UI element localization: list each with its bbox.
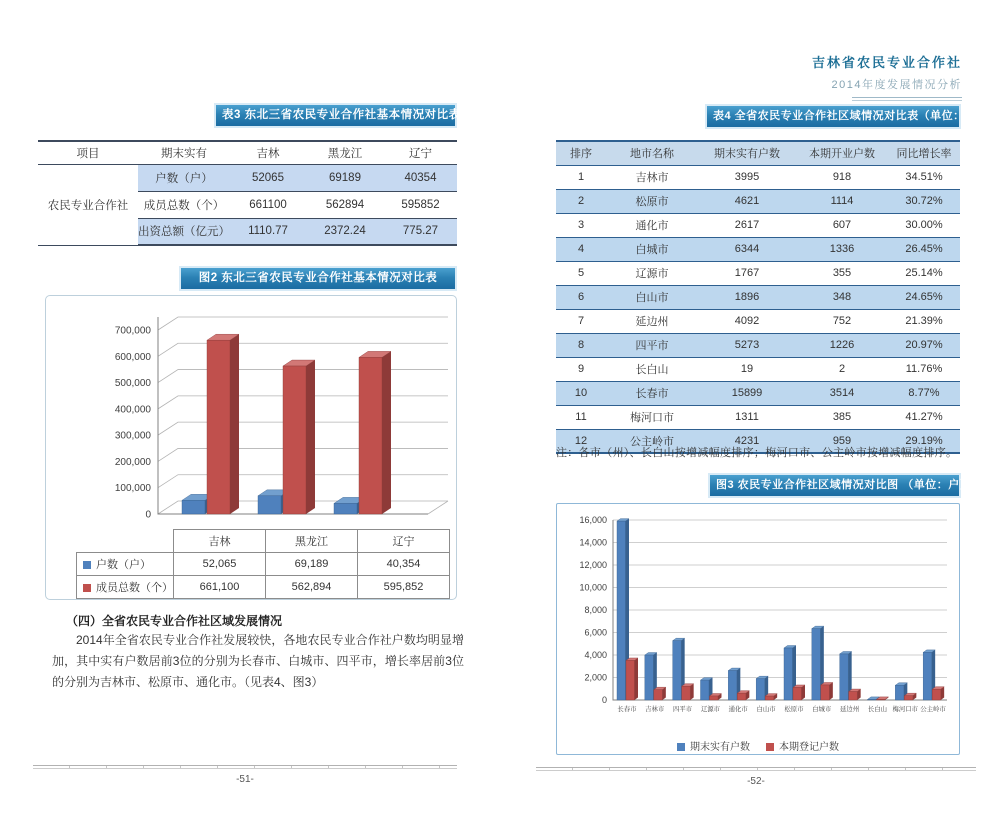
bar-front-face <box>932 689 941 700</box>
bar-front-face <box>654 690 663 700</box>
legend-swatch <box>677 743 685 751</box>
x-tick-label: 吉林市 <box>645 706 665 713</box>
doc-header-rule <box>852 97 962 101</box>
table-cell: 385 <box>796 405 888 429</box>
table-cell: 661100 <box>230 191 306 218</box>
table-row <box>556 285 960 309</box>
table-cell: 15899 <box>698 381 796 405</box>
bar-front-face <box>793 687 802 700</box>
bar-front-face <box>626 660 635 700</box>
y-tick-label: 600,000 <box>114 351 151 363</box>
table-cell: 595,852 <box>358 576 450 599</box>
table-cell: 10 <box>556 381 606 405</box>
bar-front-face <box>840 654 849 700</box>
table-cell: 1336 <box>796 237 888 261</box>
bar-front-face <box>728 671 737 700</box>
bar-front-face <box>821 685 830 700</box>
chart2-plot <box>46 296 456 524</box>
chart3-caption-text: 图3 农民专业合作社区域情况对比图 （单位：户） <box>710 475 959 496</box>
table-cell: 25.14% <box>888 261 960 285</box>
table-cell: 11.76% <box>888 357 960 381</box>
table-cell: 成员总数（个） <box>138 191 230 218</box>
bar-front-face <box>756 679 765 700</box>
table-row <box>77 553 450 576</box>
x-tick-label: 长白山 <box>867 706 888 713</box>
table-cell: 562894 <box>306 191 384 218</box>
table-cell: 30.72% <box>888 189 960 213</box>
bar-front-face <box>895 685 904 700</box>
table3 <box>38 140 457 246</box>
table-cell: 1767 <box>698 261 796 285</box>
table-row <box>38 164 457 191</box>
table-cell: 69189 <box>306 164 384 191</box>
bar-front-face <box>784 648 793 700</box>
table-cell: 607 <box>796 213 888 237</box>
table-cell: 地市名称 <box>606 141 698 165</box>
doc-title: 吉林省农民专业合作社 <box>811 55 962 70</box>
table-cell: 白山市 <box>606 285 698 309</box>
table-row <box>556 381 960 405</box>
table3-caption-text: 表3 东北三省农民专业合作社基本情况对比表 <box>216 105 455 126</box>
table-cell: 5273 <box>698 333 796 357</box>
table-cell: 9 <box>556 357 606 381</box>
body-paragraph: 2014年全省农民专业合作社发展较快，各地农民专业合作社户数均明显增加，其中实有户数居前3位的分别为长春市、白城市、四平市，增长率居前3位的分别为吉林市、松原市、通化市。（见表4、图3） <box>52 633 464 689</box>
table-cell: 户数（户） <box>138 164 230 191</box>
bar-side-face <box>690 684 694 700</box>
x-tick-label: 公主岭市 <box>920 706 946 713</box>
chart2-caption <box>179 266 457 291</box>
bar-front-face <box>283 366 306 514</box>
table-row <box>556 261 960 285</box>
bar-side-face <box>230 334 239 514</box>
bar-front-face <box>701 680 710 700</box>
x-tick-label: 辽源市 <box>700 706 721 713</box>
y-tick-label: 16,000 <box>579 515 607 525</box>
y-tick-label: 700,000 <box>114 325 151 337</box>
bar-front-face <box>868 699 877 700</box>
footer-rule-right <box>536 767 976 771</box>
table-cell: 通化市 <box>606 213 698 237</box>
chart2 <box>45 295 457 600</box>
table-cell: 排序 <box>556 141 606 165</box>
table-cell: 1311 <box>698 405 796 429</box>
table-cell: 3995 <box>698 165 796 189</box>
table-cell: 24.65% <box>888 285 960 309</box>
table-cell: 40354 <box>384 164 457 191</box>
table-cell: 梅河口市 <box>606 405 698 429</box>
table-cell: 2617 <box>698 213 796 237</box>
table-cell: 长白山 <box>606 357 698 381</box>
bar-front-face <box>617 521 626 700</box>
table-cell: 期末实有 <box>138 141 230 164</box>
bar-front-face <box>182 500 205 514</box>
table-row <box>556 357 960 381</box>
table-cell: 52,065 <box>174 553 266 576</box>
table-cell: 黑龙江 <box>306 141 384 164</box>
table-cell: 3514 <box>796 381 888 405</box>
table-cell: 延边州 <box>606 309 698 333</box>
table-cell: 吉林 <box>230 141 306 164</box>
table4-note: 注：各市（州）、长白山按增减幅度排序；梅河口市、公主岭市按增减幅度排序。 <box>556 447 958 459</box>
x-tick-label: 白城市 <box>812 706 832 713</box>
table-cell: 6 <box>556 285 606 309</box>
bar-side-face <box>635 658 639 700</box>
gridline <box>158 343 448 356</box>
table-cell: 21.39% <box>888 309 960 333</box>
section-heading: （四）全省农民专业合作社区域发展情况 <box>66 614 283 628</box>
floor-edge <box>428 501 448 514</box>
table-cell: 5 <box>556 261 606 285</box>
table-cell: 农民专业合作社 <box>38 164 138 245</box>
table-cell: 3 <box>556 213 606 237</box>
table-cell: 4231 <box>698 429 796 453</box>
legend-item: 本期登记户数 <box>766 742 839 753</box>
bar-front-face <box>904 696 913 700</box>
chart2-caption-text: 图2 东北三省农民专业合作社基本情况对比表 <box>181 268 455 289</box>
x-tick-label: 延边州 <box>839 706 860 713</box>
table-cell: 11 <box>556 405 606 429</box>
y-tick-label: 400,000 <box>114 404 151 416</box>
table-cell: 出资总额（亿元） <box>138 218 230 245</box>
table-cell: 本期开业户数 <box>796 141 888 165</box>
x-tick-label: 通化市 <box>728 706 748 713</box>
table-row <box>556 165 960 189</box>
table-cell: 775.27 <box>384 218 457 245</box>
table-cell: 成员总数（个） <box>77 576 174 599</box>
table4-caption <box>705 104 988 129</box>
table-cell: 公主岭市 <box>606 429 698 453</box>
table-cell: 2 <box>556 189 606 213</box>
table-cell: 661,100 <box>174 576 266 599</box>
doc-subtitle: 2014年度发展情况分析 <box>831 79 962 91</box>
table-cell: 2372.24 <box>306 218 384 245</box>
table-cell: 项目 <box>38 141 138 164</box>
table-row <box>556 213 960 237</box>
table-row <box>556 405 960 429</box>
table4 <box>556 140 960 454</box>
table-cell: 41.27% <box>888 405 960 429</box>
bar-front-face <box>710 696 719 700</box>
y-tick-label: 0 <box>145 509 151 521</box>
table-row <box>556 141 960 165</box>
table-cell: 1896 <box>698 285 796 309</box>
bar-front-face <box>673 641 682 700</box>
doc-header <box>698 52 962 101</box>
table-row <box>77 576 450 599</box>
table-cell: 29.19% <box>888 429 960 453</box>
table-cell: 2 <box>796 357 888 381</box>
table-cell: 12 <box>556 429 606 453</box>
table-cell: 20.97% <box>888 333 960 357</box>
chart2-data-table <box>76 529 450 599</box>
table-cell: 8.77% <box>888 381 960 405</box>
chart3 <box>556 503 960 755</box>
table-cell: 595852 <box>384 191 457 218</box>
table-cell: 8 <box>556 333 606 357</box>
x-tick-label: 梅河口市 <box>892 706 919 713</box>
bar-front-face <box>334 503 357 514</box>
x-tick-label: 四平市 <box>672 706 693 713</box>
x-tick-label: 长春市 <box>617 706 637 713</box>
y-tick-label: 4,000 <box>584 650 607 660</box>
bar-front-face <box>207 340 230 514</box>
table-cell: 1114 <box>796 189 888 213</box>
table-cell: 辽宁 <box>384 141 457 164</box>
table-cell: 30.00% <box>888 213 960 237</box>
bar-front-face <box>682 686 690 700</box>
legend-item: 期末实有户数 <box>677 742 750 753</box>
table-cell: 长春市 <box>606 381 698 405</box>
y-tick-label: 12,000 <box>579 560 607 570</box>
table-cell: 959 <box>796 429 888 453</box>
bar-side-face <box>306 360 315 514</box>
table-cell: 40,354 <box>358 553 450 576</box>
table-cell: 吉林市 <box>606 165 698 189</box>
table-cell: 同比增长率 <box>888 141 960 165</box>
y-tick-label: 200,000 <box>114 456 151 468</box>
table-row <box>38 141 457 164</box>
y-tick-label: 100,000 <box>114 483 151 495</box>
table4-caption-text: 表4 全省农民专业合作社区域情况对比表（单位：户） <box>707 106 959 127</box>
bar-front-face <box>923 652 932 700</box>
bar-side-face <box>802 685 806 700</box>
bar-front-face <box>258 496 281 514</box>
bar-side-face <box>382 351 391 514</box>
bar-front-face <box>645 655 654 700</box>
table-cell: 4621 <box>698 189 796 213</box>
table-cell: 562,894 <box>266 576 358 599</box>
bar-front-face <box>737 693 746 700</box>
table-cell: 355 <box>796 261 888 285</box>
table-cell: 19 <box>698 357 796 381</box>
footer-rule-left <box>33 765 457 769</box>
table-cell: 7 <box>556 309 606 333</box>
table-cell: 吉林 <box>174 530 266 553</box>
table-cell: 1 <box>556 165 606 189</box>
table-cell: 期末实有户数 <box>698 141 796 165</box>
y-tick-label: 300,000 <box>114 430 151 442</box>
y-tick-label: 6,000 <box>584 627 607 638</box>
y-tick-label: 10,000 <box>579 582 607 593</box>
table-cell: 4092 <box>698 309 796 333</box>
table3-caption <box>214 103 461 128</box>
chart3-caption <box>708 473 972 498</box>
table-cell: 黑龙江 <box>266 530 358 553</box>
x-tick-label: 松原市 <box>784 706 804 713</box>
table-cell: 户数（户） <box>77 553 174 576</box>
table-row <box>556 189 960 213</box>
table-cell: 69,189 <box>266 553 358 576</box>
legend-swatch <box>83 561 91 569</box>
table-cell: 26.45% <box>888 237 960 261</box>
legend-swatch <box>83 584 91 592</box>
table-row <box>556 237 960 261</box>
x-tick-label: 白山市 <box>756 706 776 713</box>
table-cell: 348 <box>796 285 888 309</box>
bar-side-face <box>829 682 833 700</box>
table-row <box>556 309 960 333</box>
page-number-right: -52- <box>747 776 765 787</box>
y-tick-label: 500,000 <box>114 378 151 390</box>
chart3-legend <box>557 738 959 753</box>
y-tick-label: 8,000 <box>584 605 607 615</box>
gridline <box>158 317 448 330</box>
table-row <box>77 530 450 553</box>
table-cell: 辽宁 <box>358 530 450 553</box>
table-cell: 34.51% <box>888 165 960 189</box>
table-row <box>556 333 960 357</box>
bar-front-face <box>359 357 382 514</box>
table-cell: 白城市 <box>606 237 698 261</box>
table-cell: 松原市 <box>606 189 698 213</box>
y-tick-label: 2,000 <box>584 672 607 683</box>
table-cell: 52065 <box>230 164 306 191</box>
table-cell: 1110.77 <box>230 218 306 245</box>
bar-front-face <box>877 699 886 700</box>
legend-swatch <box>766 743 774 751</box>
bar-front-face <box>812 629 821 700</box>
page-number-left: -51- <box>236 774 254 785</box>
table-cell: 752 <box>796 309 888 333</box>
chart3-plot <box>557 504 959 732</box>
table-cell: 辽源市 <box>606 261 698 285</box>
y-tick-label: 0 <box>601 695 607 705</box>
table-cell: 6344 <box>698 237 796 261</box>
table-cell: 四平市 <box>606 333 698 357</box>
table-cell: 1226 <box>796 333 888 357</box>
table-cell <box>77 530 174 553</box>
bar-front-face <box>765 696 774 700</box>
table-cell: 918 <box>796 165 888 189</box>
table-cell: 4 <box>556 237 606 261</box>
y-tick-label: 14,000 <box>579 537 607 548</box>
bar-front-face <box>849 692 858 700</box>
